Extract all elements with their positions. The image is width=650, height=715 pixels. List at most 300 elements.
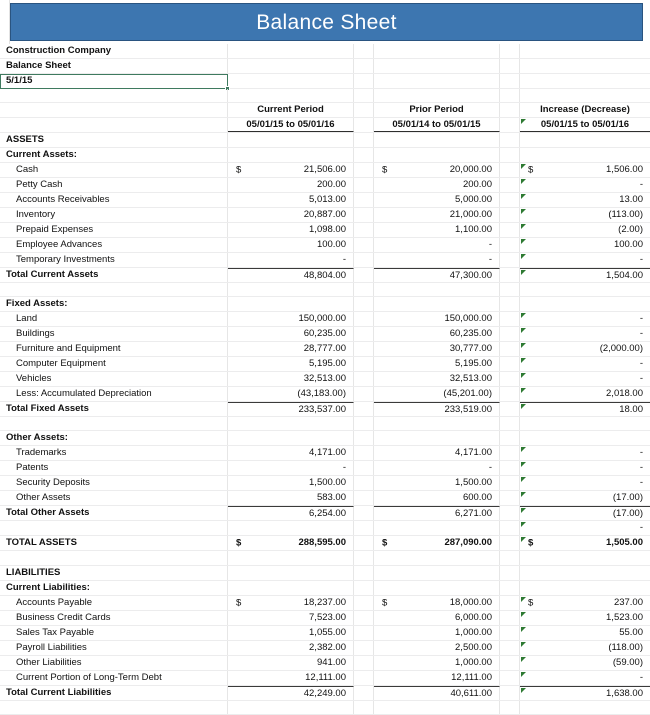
cell-prior[interactable] <box>374 238 500 252</box>
cell-line-label[interactable] <box>0 223 228 237</box>
cell-prior[interactable] <box>374 342 500 356</box>
cell-current[interactable] <box>228 357 354 371</box>
line-label-total-other-assets: Total Other Assets <box>6 507 90 519</box>
cell-change[interactable] <box>520 357 650 371</box>
cell-current[interactable] <box>228 163 354 177</box>
row-spacer <box>0 521 650 536</box>
cell-blank[interactable] <box>520 59 650 73</box>
table-row <box>0 208 650 223</box>
cell-blank[interactable] <box>0 701 228 714</box>
comment-triangle-icon <box>521 627 526 632</box>
cell-blank[interactable] <box>520 44 650 58</box>
cell-change[interactable] <box>520 327 650 341</box>
cell-gap <box>354 178 374 192</box>
cell-gap <box>354 148 374 162</box>
table-row <box>0 357 650 372</box>
header-increase-decrease-range[interactable] <box>520 118 650 132</box>
line-label-accumulated-depreciation: Less: Accumulated Depreciation <box>16 388 152 400</box>
cell-gap <box>500 566 520 580</box>
cell-blank[interactable] <box>374 59 500 73</box>
cell-blank[interactable] <box>520 431 650 445</box>
cell-current[interactable] <box>228 686 354 700</box>
cell-line-label[interactable] <box>0 596 228 610</box>
cell-line-label[interactable] <box>0 327 228 341</box>
cell-blank[interactable] <box>228 148 354 162</box>
cell-change[interactable] <box>520 641 650 655</box>
value-temp-inv-change: - <box>639 254 643 266</box>
value-security-deposits-change: - <box>639 477 643 489</box>
value-total-fixed-assets-prior: 233,519.00 <box>444 403 492 415</box>
cell-blank[interactable] <box>374 74 500 88</box>
cell-current[interactable] <box>228 461 354 475</box>
cell-prior[interactable] <box>374 163 500 177</box>
cell-line-label[interactable] <box>0 446 228 460</box>
cell-gap <box>354 596 374 610</box>
cell-line-label[interactable] <box>0 476 228 490</box>
cell-prior[interactable] <box>374 506 500 520</box>
line-label-vehicles: Vehicles <box>16 373 52 385</box>
cell-blank[interactable] <box>374 701 500 714</box>
cell-gap <box>354 223 374 237</box>
line-label-petty-cash: Petty Cash <box>16 179 63 191</box>
cell-gap <box>354 163 374 177</box>
cell-line-label[interactable] <box>0 656 228 670</box>
cell-current[interactable] <box>228 312 354 326</box>
cell-prior[interactable] <box>374 641 500 655</box>
cell-blank[interactable] <box>520 148 650 162</box>
cell-blank[interactable] <box>374 148 500 162</box>
value-total-current-liabilities-change: 1,638.00 <box>606 687 643 699</box>
header-current-period-range-label: 05/01/15 to 05/01/16 <box>246 118 335 130</box>
cell-change[interactable] <box>520 686 650 700</box>
cell-prior[interactable] <box>374 253 500 267</box>
cell-change[interactable] <box>520 506 650 520</box>
cell-blank[interactable] <box>228 283 354 296</box>
header-prior-period-range[interactable] <box>374 118 500 132</box>
cell-blank[interactable] <box>228 581 354 595</box>
cell-gap <box>500 402 520 416</box>
cell-blank[interactable] <box>520 297 650 311</box>
cell-blank[interactable] <box>0 417 228 430</box>
cell-line-label[interactable] <box>0 178 228 192</box>
cell-current[interactable] <box>228 223 354 237</box>
comment-triangle-icon <box>521 358 526 363</box>
cell-change[interactable] <box>520 268 650 282</box>
cell-gap <box>500 461 520 475</box>
cell-blank[interactable] <box>228 133 354 147</box>
cell-change[interactable] <box>520 372 650 386</box>
header-increase-decrease[interactable] <box>520 103 650 117</box>
cell-change[interactable] <box>520 342 650 356</box>
cell-change[interactable] <box>520 596 650 610</box>
value-inventory-prior: 21,000.00 <box>449 209 492 221</box>
cell-current[interactable] <box>228 671 354 685</box>
cell-line-label[interactable] <box>0 238 228 252</box>
cell-gap <box>354 476 374 490</box>
report-date: 5/1/15 <box>6 75 33 87</box>
cell-current[interactable] <box>228 238 354 252</box>
cell-current[interactable] <box>228 253 354 267</box>
cell-line-label[interactable] <box>0 506 228 520</box>
cell-blank[interactable] <box>374 133 500 147</box>
cell-line-label[interactable] <box>0 626 228 640</box>
cell-blank[interactable] <box>0 283 228 296</box>
cell-current[interactable] <box>228 536 354 550</box>
value-credit-cards-change: 1,523.00 <box>606 612 643 624</box>
cell-change[interactable] <box>520 521 650 535</box>
cell-current[interactable] <box>228 446 354 460</box>
cell-fixed-assets-heading[interactable] <box>0 297 228 311</box>
comment-triangle-icon <box>521 537 526 542</box>
cell-blank[interactable] <box>0 89 228 102</box>
cell-change[interactable] <box>520 208 650 222</box>
table-row <box>0 641 650 656</box>
cell-change[interactable] <box>520 611 650 625</box>
cell-blank[interactable] <box>0 551 228 565</box>
cell-blank[interactable] <box>520 551 650 565</box>
cell-prior[interactable] <box>374 476 500 490</box>
value-accum-dep-change: 2,018.00 <box>606 388 643 400</box>
cell-current[interactable] <box>228 372 354 386</box>
cell-change[interactable] <box>520 402 650 416</box>
cell-prior[interactable] <box>374 536 500 550</box>
comment-triangle-icon <box>521 477 526 482</box>
cell-prior[interactable] <box>374 223 500 237</box>
cell-other-assets-heading[interactable] <box>0 431 228 445</box>
cell-change[interactable] <box>520 536 650 550</box>
cell-prior[interactable] <box>374 312 500 326</box>
cell-gap <box>500 312 520 326</box>
cell-gap <box>354 626 374 640</box>
cell-current[interactable] <box>228 611 354 625</box>
value-vehicles-prior: 32,513.00 <box>449 373 492 385</box>
comment-triangle-icon <box>521 522 526 527</box>
cell-current[interactable] <box>228 402 354 416</box>
cell-prior[interactable] <box>374 193 500 207</box>
line-label-land: Land <box>16 313 38 325</box>
cell-prior[interactable] <box>374 357 500 371</box>
cell-line-label[interactable] <box>0 671 228 685</box>
comment-triangle-icon <box>521 657 526 662</box>
value-other-liab-change: (59.00) <box>612 657 643 669</box>
line-label-prepaid-expenses: Prepaid Expenses <box>16 224 94 236</box>
cell-blank[interactable] <box>228 431 354 445</box>
cell-blank[interactable] <box>374 417 500 430</box>
cell-blank[interactable] <box>520 581 650 595</box>
cell-blank[interactable] <box>228 701 354 714</box>
cell-gap <box>500 103 520 117</box>
cell-current-assets-heading[interactable] <box>0 148 228 162</box>
cell-change[interactable] <box>520 163 650 177</box>
cell-gap <box>500 133 520 147</box>
cell-line-label[interactable] <box>0 686 228 700</box>
comment-triangle-icon <box>521 270 526 275</box>
cell-prior[interactable] <box>374 686 500 700</box>
table-row <box>0 671 650 686</box>
cell-change[interactable] <box>520 656 650 670</box>
cell-gap <box>354 103 374 117</box>
comment-triangle-icon <box>521 209 526 214</box>
cell-line-label[interactable] <box>0 387 228 401</box>
value-total-fixed-assets-change: 18.00 <box>619 403 643 415</box>
cell-gap <box>500 342 520 356</box>
table-row-total <box>0 268 650 283</box>
cell-gap <box>354 461 374 475</box>
header-current-period-label: Current Period <box>257 104 324 116</box>
value-total-fixed-assets-current: 233,537.00 <box>298 403 346 415</box>
cell-blank[interactable] <box>228 551 354 565</box>
value-security-deposits-prior: 1,500.00 <box>455 477 492 489</box>
cell-blank[interactable] <box>374 581 500 595</box>
cell-current[interactable] <box>228 656 354 670</box>
value-other-assets-prior: 600.00 <box>462 492 492 504</box>
table-row <box>0 253 650 268</box>
cell-line-label[interactable] <box>0 536 228 550</box>
cell-prior[interactable] <box>374 208 500 222</box>
cell-current[interactable] <box>228 641 354 655</box>
cell-line-label[interactable] <box>0 253 228 267</box>
cell-blank[interactable] <box>374 566 500 580</box>
cell-liabilities-heading[interactable] <box>0 566 228 580</box>
cell-current[interactable] <box>228 387 354 401</box>
cell-gap <box>500 178 520 192</box>
cell-line-label[interactable] <box>0 402 228 416</box>
cell-current[interactable] <box>228 268 354 282</box>
cell-current[interactable] <box>228 208 354 222</box>
cell-prior[interactable] <box>374 596 500 610</box>
cell-change[interactable] <box>520 671 650 685</box>
line-label-employee-advances: Employee Advances <box>16 239 103 251</box>
cell-blank[interactable] <box>228 417 354 430</box>
value-security-deposits-current: 1,500.00 <box>309 477 346 489</box>
cell-prior[interactable] <box>374 268 500 282</box>
cell-gap <box>500 283 520 296</box>
cell-gap <box>500 656 520 670</box>
cell-gap <box>354 74 374 88</box>
table-row <box>0 446 650 461</box>
value-prepaid-current: 1,098.00 <box>309 224 346 236</box>
cell-line-label[interactable] <box>0 312 228 326</box>
cell-blank[interactable] <box>0 118 228 132</box>
cell-prior[interactable] <box>374 402 500 416</box>
value-trademarks-current: 4,171.00 <box>309 447 346 459</box>
cell-date[interactable] <box>0 74 228 88</box>
cell-change[interactable] <box>520 178 650 192</box>
other-assets-heading: Other Assets: <box>6 432 68 444</box>
value-ar-current: 5,013.00 <box>309 194 346 206</box>
cell-gap <box>500 551 520 565</box>
table-row <box>0 327 650 342</box>
cell-gap <box>500 44 520 58</box>
cell-line-label[interactable] <box>0 372 228 386</box>
cell-gap <box>354 536 374 550</box>
cell-gap <box>500 641 520 655</box>
value-vehicles-current: 32,513.00 <box>303 373 346 385</box>
cell-line-label[interactable] <box>0 611 228 625</box>
cell-prior[interactable] <box>374 446 500 460</box>
value-trademarks-change: - <box>639 447 643 459</box>
cell-change[interactable] <box>520 446 650 460</box>
comment-triangle-icon <box>521 119 526 124</box>
cell-gap <box>500 506 520 520</box>
cell-gap <box>500 208 520 222</box>
cell-prior[interactable] <box>374 491 500 505</box>
cell-prior[interactable] <box>374 327 500 341</box>
cell-gap <box>500 596 520 610</box>
cell-current-liabilities-heading[interactable] <box>0 581 228 595</box>
header-current-period-range[interactable] <box>228 118 354 132</box>
currency-symbol: $ <box>528 164 534 176</box>
currency-symbol: $ <box>236 164 242 176</box>
cell-blank[interactable] <box>520 89 650 102</box>
cell-current[interactable] <box>228 178 354 192</box>
cell-change[interactable] <box>520 253 650 267</box>
cell-change[interactable] <box>520 223 650 237</box>
cell-line-label[interactable] <box>0 208 228 222</box>
comment-triangle-icon <box>521 672 526 677</box>
header-prior-period[interactable] <box>374 103 500 117</box>
cell-blank[interactable] <box>520 74 650 88</box>
cell-blank[interactable] <box>374 551 500 565</box>
comment-triangle-icon <box>521 194 526 199</box>
cell-change[interactable] <box>520 476 650 490</box>
cell-blank[interactable] <box>0 521 228 535</box>
cell-blank[interactable] <box>520 566 650 580</box>
cell-prior[interactable] <box>374 611 500 625</box>
line-label-furniture-and-equipment: Furniture and Equipment <box>16 343 121 355</box>
cell-change[interactable] <box>520 312 650 326</box>
table-row <box>0 342 650 357</box>
cell-gap <box>500 431 520 445</box>
cell-line-label[interactable] <box>0 461 228 475</box>
cell-gap <box>354 671 374 685</box>
cell-blank[interactable] <box>520 417 650 430</box>
value-computer-prior: 5,195.00 <box>455 358 492 370</box>
cell-blank[interactable] <box>228 566 354 580</box>
cell-blank[interactable] <box>228 44 354 58</box>
cell-blank[interactable] <box>374 297 500 311</box>
cell-prior[interactable] <box>374 626 500 640</box>
cell-current[interactable] <box>228 596 354 610</box>
cell-line-label[interactable] <box>0 268 228 282</box>
cell-current[interactable] <box>228 491 354 505</box>
cell-line-label[interactable] <box>0 491 228 505</box>
value-sales-tax-change: 55.00 <box>619 627 643 639</box>
cell-gap <box>500 327 520 341</box>
table-row-total <box>0 686 650 701</box>
cell-line-label[interactable] <box>0 163 228 177</box>
row-spacer <box>0 417 650 431</box>
cell-prior[interactable] <box>374 372 500 386</box>
cell-current[interactable] <box>228 342 354 356</box>
cell-current[interactable] <box>228 193 354 207</box>
cell-change[interactable] <box>520 461 650 475</box>
cell-gap <box>500 671 520 685</box>
header-increase-decrease-range-label: 05/01/15 to 05/01/16 <box>540 118 630 130</box>
value-total-current-assets-current: 48,804.00 <box>303 269 346 281</box>
cell-current[interactable] <box>228 506 354 520</box>
value-other-liab-prior: 1,000.00 <box>455 657 492 669</box>
cell-blank[interactable] <box>228 59 354 73</box>
cell-change[interactable] <box>520 387 650 401</box>
cell-blank[interactable] <box>374 283 500 296</box>
value-inventory-change: (113.00) <box>608 209 643 221</box>
value-total-current-assets-prior: 47,300.00 <box>449 269 492 281</box>
cell-assets-heading[interactable] <box>0 133 228 147</box>
line-label-total-assets: TOTAL ASSETS <box>6 537 77 549</box>
cell-blank[interactable] <box>374 89 500 102</box>
table-row-total <box>0 402 650 417</box>
comment-triangle-icon <box>521 313 526 318</box>
cell-blank[interactable] <box>374 431 500 445</box>
cell-gap <box>500 148 520 162</box>
row-column-header-ranges <box>0 118 650 133</box>
cell-current[interactable] <box>228 626 354 640</box>
cell-prior[interactable] <box>374 656 500 670</box>
cell-gap <box>500 446 520 460</box>
cell-blank[interactable] <box>228 521 354 535</box>
cell-prior[interactable] <box>374 387 500 401</box>
comment-triangle-icon <box>521 612 526 617</box>
cell-blank[interactable] <box>520 283 650 296</box>
comment-triangle-icon <box>521 373 526 378</box>
cell-blank[interactable] <box>374 44 500 58</box>
cell-gap <box>354 656 374 670</box>
cell-gap <box>500 193 520 207</box>
cell-blank[interactable] <box>228 74 354 88</box>
header-current-period[interactable] <box>228 103 354 117</box>
comment-triangle-icon <box>521 164 526 169</box>
value-payroll-prior: 2,500.00 <box>455 642 492 654</box>
value-buildings-prior: 60,235.00 <box>449 328 492 340</box>
cell-prior[interactable] <box>374 178 500 192</box>
value-employee-advances-current: 100.00 <box>316 239 346 251</box>
cell-blank[interactable] <box>0 103 228 117</box>
value-petty-cash-change: - <box>639 179 643 191</box>
cell-line-label[interactable] <box>0 357 228 371</box>
cell-prior[interactable] <box>374 671 500 685</box>
table-row <box>0 223 650 238</box>
value-ltd-current-prior: 12,111.00 <box>451 672 492 684</box>
cell-change[interactable] <box>520 193 650 207</box>
table-row <box>0 372 650 387</box>
line-label-cash: Cash <box>16 164 39 176</box>
cell-blank[interactable] <box>228 89 354 102</box>
cell-blank[interactable] <box>520 701 650 714</box>
cell-blank[interactable] <box>520 133 650 147</box>
cell-gap <box>354 372 374 386</box>
cell-change[interactable] <box>520 491 650 505</box>
value-credit-cards-prior: 6,000.00 <box>455 612 492 624</box>
cell-current[interactable] <box>228 476 354 490</box>
cell-change[interactable] <box>520 238 650 252</box>
cell-line-label[interactable] <box>0 342 228 356</box>
cell-line-label[interactable] <box>0 641 228 655</box>
cell-change[interactable] <box>520 626 650 640</box>
table-row-total <box>0 506 650 521</box>
value-sales-tax-prior: 1,000.00 <box>455 627 492 639</box>
cell-statement[interactable] <box>0 59 228 73</box>
cell-blank[interactable] <box>228 297 354 311</box>
cell-prior[interactable] <box>374 461 500 475</box>
cell-line-label[interactable] <box>0 193 228 207</box>
table-row-grand-total <box>0 536 650 551</box>
cell-current[interactable] <box>228 327 354 341</box>
cell-company[interactable] <box>0 44 228 58</box>
cell-blank[interactable] <box>374 521 500 535</box>
comment-triangle-icon <box>521 447 526 452</box>
value-land-prior: 150,000.00 <box>444 313 492 325</box>
